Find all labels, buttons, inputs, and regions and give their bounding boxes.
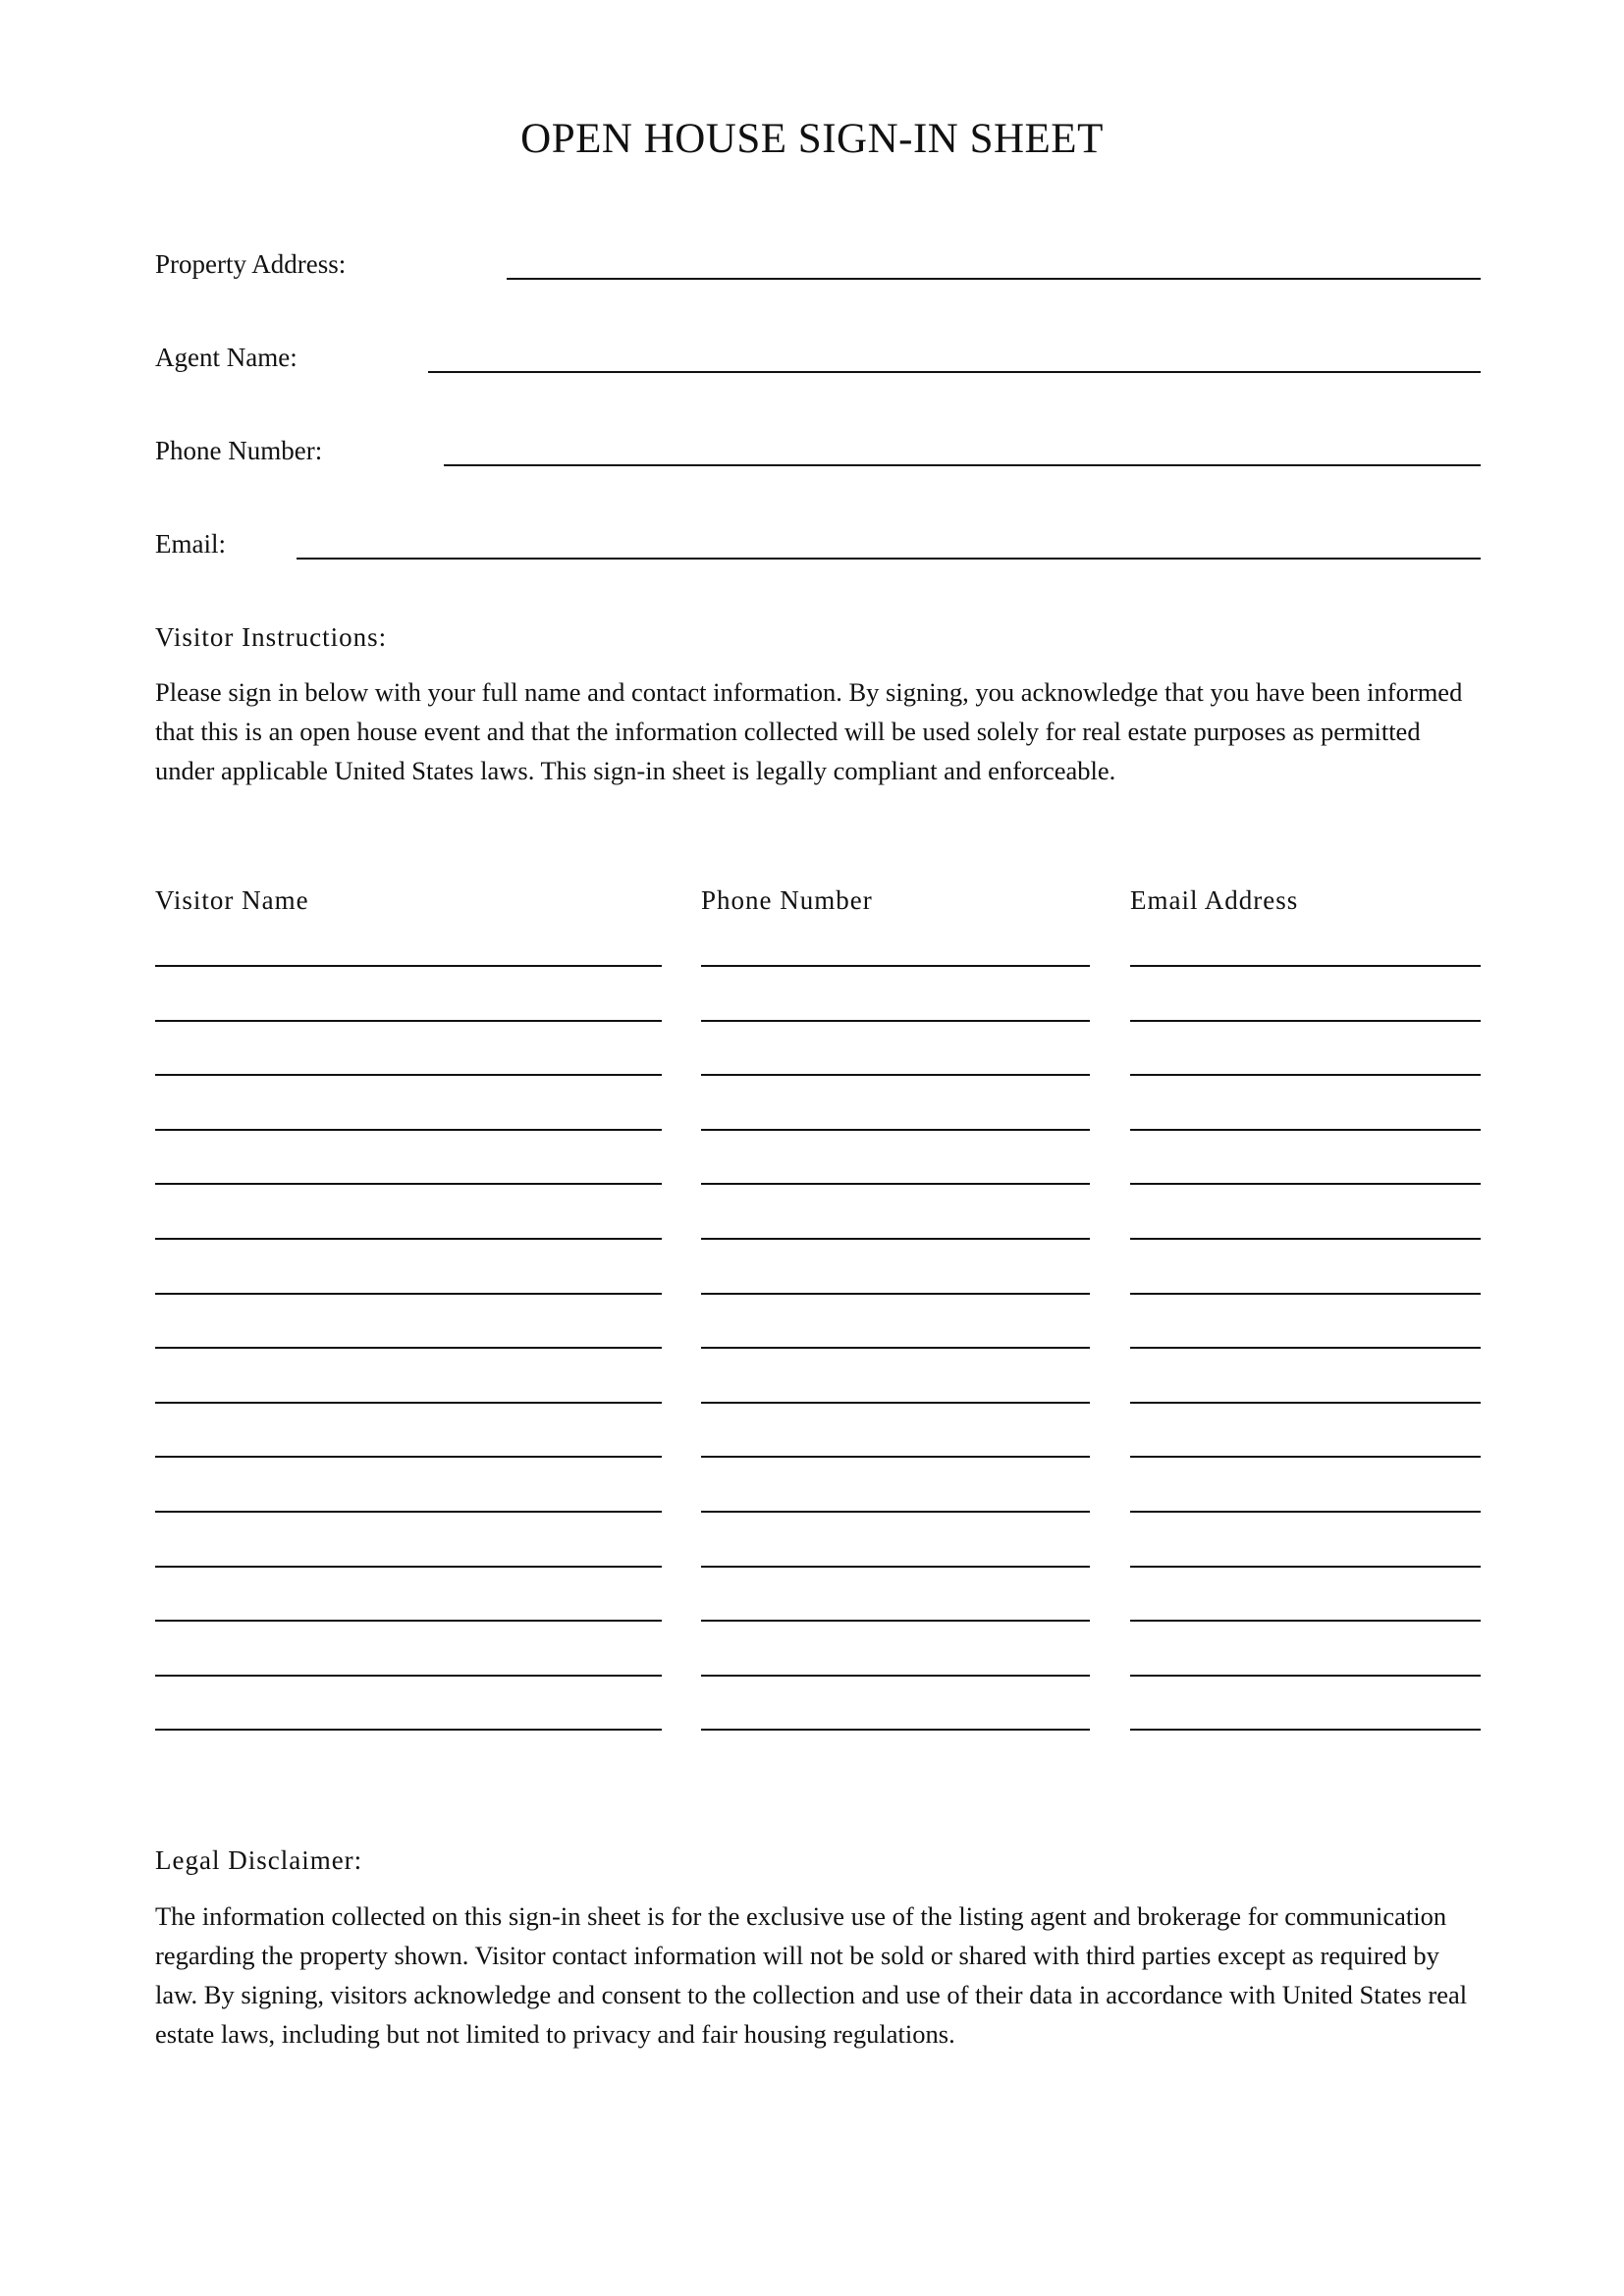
row-5-email-address-field[interactable] bbox=[1130, 1183, 1481, 1185]
row-3-visitor-name-field[interactable] bbox=[155, 1074, 662, 1076]
row-15-visitor-name-field[interactable] bbox=[155, 1729, 662, 1731]
instructions-text: Please sign in below with your full name and contact information. By signing, you acknowledge that you have been informed that this is an open house event and that the information collected will be used solely for real estate purposes as permitted under applicable United States laws. This sign-in sheet is legally compliant and enforceable. bbox=[155, 677, 1463, 785]
row-11-visitor-name-field[interactable] bbox=[155, 1511, 662, 1513]
row-10-email-address-field[interactable] bbox=[1130, 1456, 1481, 1458]
row-15-email-address-field[interactable] bbox=[1130, 1729, 1481, 1731]
row-8-visitor-name-field[interactable] bbox=[155, 1347, 662, 1349]
row-4-phone-number-field[interactable] bbox=[701, 1129, 1090, 1131]
row-14-visitor-name-field[interactable] bbox=[155, 1675, 662, 1677]
column-header-visitor-name: Visitor Name bbox=[155, 885, 309, 915]
instructions-heading: Visitor Instructions: bbox=[155, 622, 388, 652]
row-3-email-address-field[interactable] bbox=[1130, 1074, 1481, 1076]
row-10-phone-number-field[interactable] bbox=[701, 1456, 1090, 1458]
agent-name-label: Agent Name: bbox=[155, 343, 298, 372]
agent-name-field[interactable] bbox=[428, 371, 1481, 373]
row-14-email-address-field[interactable] bbox=[1130, 1675, 1481, 1677]
row-2-email-address-field[interactable] bbox=[1130, 1020, 1481, 1022]
row-14-phone-number-field[interactable] bbox=[701, 1675, 1090, 1677]
row-8-phone-number-field[interactable] bbox=[701, 1347, 1090, 1349]
row-8-email-address-field[interactable] bbox=[1130, 1347, 1481, 1349]
row-10-visitor-name-field[interactable] bbox=[155, 1456, 662, 1458]
row-11-phone-number-field[interactable] bbox=[701, 1511, 1090, 1513]
phone-number-label: Phone Number: bbox=[155, 436, 323, 465]
row-2-visitor-name-field[interactable] bbox=[155, 1020, 662, 1022]
disclaimer-text: The information collected on this sign-in sheet is for the exclusive use of the listing agent and brokerage for communication regarding the property shown. Visitor contact information will not be sold or shared with third parties except as required by law. By signing, visitors acknowledge and consent to the collection and use of their data in accordance with United States real estate laws, including but not limited to privacy and fair housing regulations. bbox=[155, 1901, 1468, 2049]
page-title: OPEN HOUSE SIGN-IN SHEET bbox=[520, 116, 1104, 162]
row-9-visitor-name-field[interactable] bbox=[155, 1402, 662, 1404]
property-address-label: Property Address: bbox=[155, 249, 347, 279]
row-13-visitor-name-field[interactable] bbox=[155, 1620, 662, 1622]
row-9-phone-number-field[interactable] bbox=[701, 1402, 1090, 1404]
email-label: Email: bbox=[155, 529, 226, 559]
row-4-visitor-name-field[interactable] bbox=[155, 1129, 662, 1131]
property-address-field[interactable] bbox=[507, 278, 1481, 280]
phone-number-field[interactable] bbox=[444, 464, 1481, 466]
row-7-phone-number-field[interactable] bbox=[701, 1293, 1090, 1295]
row-13-phone-number-field[interactable] bbox=[701, 1620, 1090, 1622]
row-2-phone-number-field[interactable] bbox=[701, 1020, 1090, 1022]
row-9-email-address-field[interactable] bbox=[1130, 1402, 1481, 1404]
row-7-visitor-name-field[interactable] bbox=[155, 1293, 662, 1295]
row-5-visitor-name-field[interactable] bbox=[155, 1183, 662, 1185]
row-15-phone-number-field[interactable] bbox=[701, 1729, 1090, 1731]
row-11-email-address-field[interactable] bbox=[1130, 1511, 1481, 1513]
row-3-phone-number-field[interactable] bbox=[701, 1074, 1090, 1076]
row-5-phone-number-field[interactable] bbox=[701, 1183, 1090, 1185]
column-header-phone-number: Phone Number bbox=[701, 885, 873, 915]
row-12-phone-number-field[interactable] bbox=[701, 1566, 1090, 1568]
row-12-visitor-name-field[interactable] bbox=[155, 1566, 662, 1568]
row-1-phone-number-field[interactable] bbox=[701, 965, 1090, 967]
row-1-visitor-name-field[interactable] bbox=[155, 965, 662, 967]
row-6-phone-number-field[interactable] bbox=[701, 1238, 1090, 1240]
row-7-email-address-field[interactable] bbox=[1130, 1293, 1481, 1295]
row-6-email-address-field[interactable] bbox=[1130, 1238, 1481, 1240]
disclaimer-heading: Legal Disclaimer: bbox=[155, 1845, 363, 1875]
row-1-email-address-field[interactable] bbox=[1130, 965, 1481, 967]
row-12-email-address-field[interactable] bbox=[1130, 1566, 1481, 1568]
row-13-email-address-field[interactable] bbox=[1130, 1620, 1481, 1622]
column-header-email-address: Email Address bbox=[1130, 885, 1299, 915]
email-field[interactable] bbox=[297, 558, 1481, 560]
row-4-email-address-field[interactable] bbox=[1130, 1129, 1481, 1131]
row-6-visitor-name-field[interactable] bbox=[155, 1238, 662, 1240]
